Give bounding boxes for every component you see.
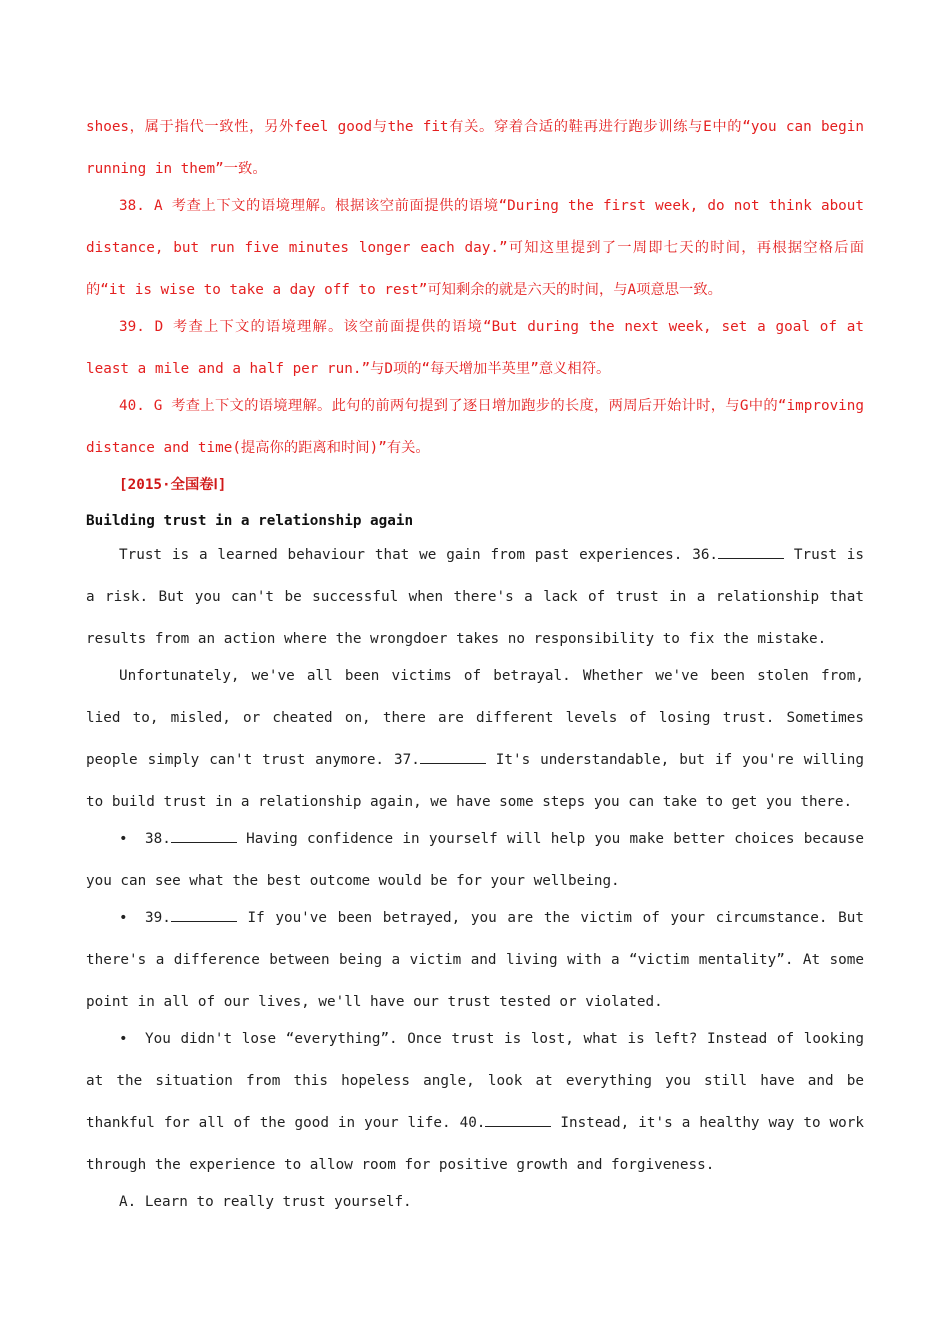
bullet-3-text-a: You didn't lose “everything”. Once trust is lost, what is left? Instead of looking at the situation from this hopeless angle, look at everything you still have and be thankful for all of the good in your life. 40. bbox=[86, 1031, 864, 1131]
blank-40 bbox=[485, 1114, 551, 1127]
passage-paragraph-1 bbox=[86, 534, 864, 660]
bullet-dot: • bbox=[119, 910, 128, 926]
bullet-dot: • bbox=[119, 831, 128, 847]
bullet-2-text-b: If you've been betrayed, you are the victim of your circumstance. But there's a difference between being a victim and living with a “victim mentality”. At some point in all of our lives, we'll have our trust tested or violated. bbox=[86, 910, 864, 1010]
option-a: A. Learn to really trust yourself. bbox=[119, 1194, 412, 1210]
blank-38 bbox=[171, 830, 237, 843]
passage-bullet-2 bbox=[86, 897, 864, 1023]
document-body bbox=[86, 106, 864, 1218]
blank-37 bbox=[420, 751, 486, 764]
bullet-2-text-a: 39. bbox=[145, 910, 171, 926]
bullet-3-text-b: Instead, it's a healthy way to work through the experience to allow room for positive growth and forgiveness. bbox=[86, 1115, 864, 1173]
paragraph-1-text-b: Trust is a risk. But you can't be successful when there's a lack of trust in a relationship that results from an action where the wrongdoer takes no responsibility to fix the mistake. bbox=[86, 547, 864, 647]
bullet-1-text-b: Having confidence in yourself will help you make better choices because you can see what the best outcome would be for your wellbeing. bbox=[86, 831, 864, 889]
passage-bullet-3 bbox=[86, 1018, 864, 1186]
answer-explanation-40: 40. G 考查上下文的语境理解。此句的前两句提到了逐日增加跑步的长度，两周后开始计时，与G中的“improving distance and time(提高你的距离和时间)”有关。 bbox=[86, 398, 864, 456]
blank-39 bbox=[171, 909, 237, 922]
passage-paragraph-2 bbox=[86, 655, 864, 823]
answer-explanation-38: 38. A 考查上下文的语境理解。根据该空前面提供的语境“During the first week, do not think about distance, but run five minutes longer each day.”可知这里提到了一周即七天的时间，再根据空格后面的“it is wise to take a day off to rest”可知剩余的就是六天的时间，与A项意思一致。 bbox=[86, 198, 864, 298]
passage-bullet-1 bbox=[86, 818, 864, 902]
bullet-dot: • bbox=[119, 1031, 128, 1047]
answer-explanation-37-continued: shoes，属于指代一致性，另外feel good与the fit有关。穿着合适的鞋再进行跑步训练与E中的“you can begin running in them”一致。 bbox=[86, 119, 864, 177]
paragraph-2-text-a: Unfortunately, we've all been victims of betrayal. Whether we've been stolen from, lied to, misled, or cheated on, there are different levels of losing trust. Sometimes people simply can't trust anymore. 37. bbox=[86, 668, 864, 768]
exam-source-label: [2015·全国卷Ⅰ] bbox=[119, 477, 227, 493]
paragraph-2-text-b: It's understandable, but if you're willing to build trust in a relationship again, we have some steps you can take to get you there. bbox=[86, 752, 864, 810]
paragraph-1-text-a: Trust is a learned behaviour that we gain from past experiences. 36. bbox=[119, 547, 719, 563]
answer-explanation-39: 39. D 考查上下文的语境理解。该空前面提供的语境“But during the next week, set a goal of at least a mile and a half per run.”与D项的“每天增加半英里”意义相符。 bbox=[86, 319, 864, 377]
passage-title: Building trust in a relationship again bbox=[86, 513, 414, 529]
bullet-1-text-a: 38. bbox=[145, 831, 171, 847]
blank-36 bbox=[718, 546, 784, 559]
